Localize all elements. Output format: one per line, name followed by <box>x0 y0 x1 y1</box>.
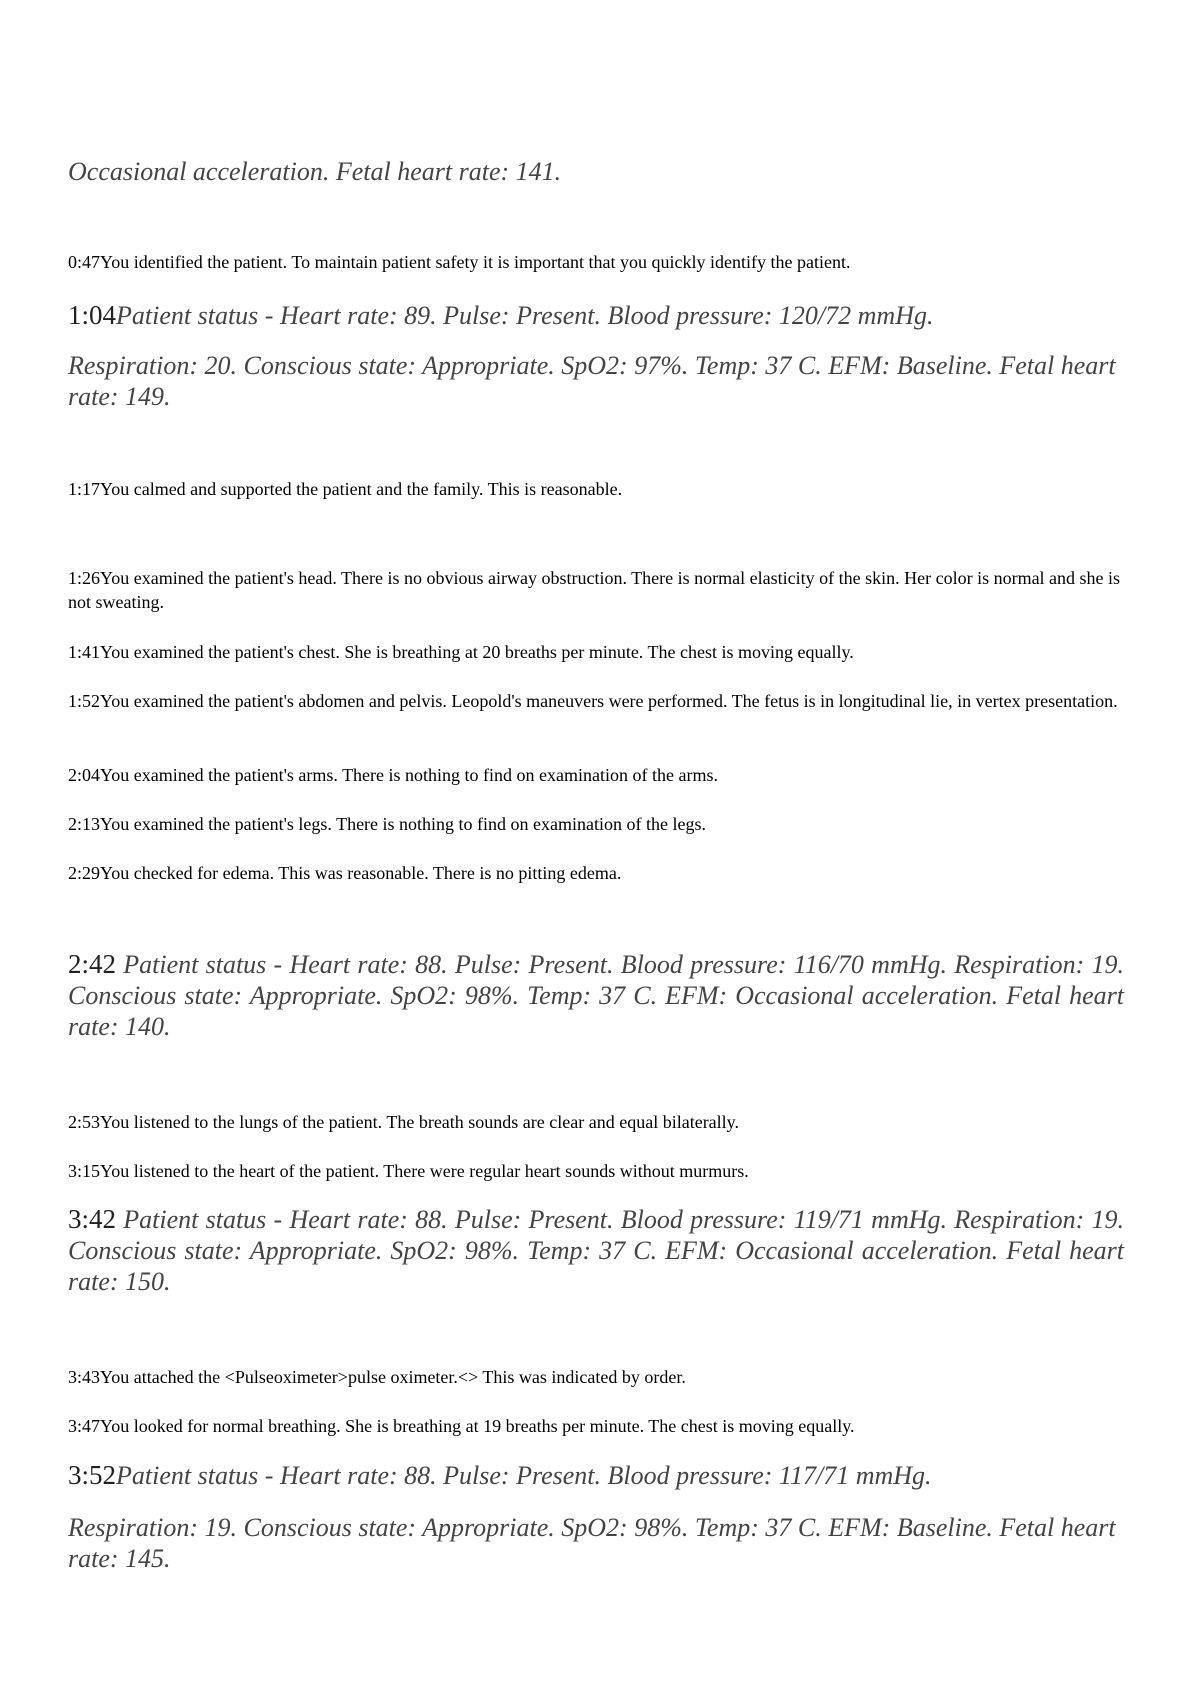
event-time: 0:47 <box>68 252 101 272</box>
log-page <box>68 0 1124 1684</box>
event-time: 3:15 <box>68 1161 101 1181</box>
event-text: You checked for edema. This was reasonable. There is no pitting edema. <box>100 863 622 883</box>
status-entry <box>68 300 1124 331</box>
event-time: 2:04 <box>68 765 101 785</box>
event-text: You examined the patient's abdomen and pelvis. Leopold's maneuvers were performed. The fetus is in longitudinal lie, in vertex presentation. <box>100 691 1118 711</box>
event-entry <box>68 1110 1124 1134</box>
event-text: You listened to the heart of the patient. There were regular heart sounds without murmurs. <box>100 1161 749 1181</box>
event-text: You identified the patient. To maintain patient safety it is important that you quickly identify the patient. <box>100 252 851 272</box>
status-time: 3:42 <box>68 1204 117 1234</box>
status-text: Occasional acceleration. Fetal heart rate: 141. <box>68 157 562 186</box>
event-entry <box>68 1414 1124 1438</box>
status-text: Patient status - Heart rate: 88. Pulse: Present. Blood pressure: 119/71 mmHg. Respiration: 19. Conscious state: Appropriate. SpO2: 98%. Temp: 37 C. EFM: Occasional acceleration. Fetal heart rate: 150. <box>68 1205 1124 1296</box>
event-entry <box>68 1159 1124 1183</box>
event-time: 1:52 <box>68 691 101 711</box>
event-entry <box>68 689 1124 713</box>
status-time: 1:04 <box>68 300 117 330</box>
event-entry <box>68 763 1124 787</box>
event-text: You examined the patient's chest. She is breathing at 20 breaths per minute. The chest is moving equally. <box>100 642 854 662</box>
event-entry <box>68 1365 1124 1389</box>
event-text: You examined the patient's head. There is no obvious airway obstruction. There is normal elasticity of the skin. Her color is normal and she is not sweating. <box>68 568 1121 612</box>
event-entry <box>68 477 1124 501</box>
event-time: 3:47 <box>68 1416 101 1436</box>
status-entry-continued <box>68 1512 1124 1574</box>
event-time: 1:41 <box>68 642 101 662</box>
status-text: Respiration: 20. Conscious state: Appropriate. SpO2: 97%. Temp: 37 C. EFM: Baseline. Fetal heart rate: 149. <box>68 351 1116 411</box>
status-time: 3:52 <box>68 1460 117 1490</box>
event-time: 2:29 <box>68 863 101 883</box>
event-text: You examined the patient's legs. There is nothing to find on examination of the legs. <box>100 814 706 834</box>
event-entry <box>68 861 1124 885</box>
status-text: Patient status - Heart rate: 88. Pulse: Present. Blood pressure: 117/71 mmHg. <box>116 1461 932 1490</box>
status-entry <box>68 949 1124 1042</box>
status-text: Patient status - Heart rate: 88. Pulse: Present. Blood pressure: 116/70 mmHg. Respiration: 19. Conscious state: Appropriate. SpO2: 98%. Temp: 37 C. EFM: Occasional acceleration. Fetal heart rate: 140. <box>68 950 1124 1041</box>
event-time: 2:13 <box>68 814 101 834</box>
event-entry <box>68 566 1124 614</box>
event-entry <box>68 640 1124 664</box>
event-text: You looked for normal breathing. She is breathing at 19 breaths per minute. The chest is moving equally. <box>100 1416 855 1436</box>
status-text: Patient status - Heart rate: 89. Pulse: Present. Blood pressure: 120/72 mmHg. <box>116 301 934 330</box>
event-time: 1:26 <box>68 568 101 588</box>
status-entry-continued <box>68 350 1124 412</box>
event-time: 2:53 <box>68 1112 101 1132</box>
event-text: You calmed and supported the patient and the family. This is reasonable. <box>100 479 623 499</box>
status-time: 2:42 <box>68 949 117 979</box>
event-entry <box>68 250 1124 274</box>
event-time: 1:17 <box>68 479 101 499</box>
event-entry <box>68 812 1124 836</box>
event-text: You examined the patient's arms. There is nothing to find on examination of the arms. <box>100 765 718 785</box>
event-time: 3:43 <box>68 1367 101 1387</box>
status-text: Respiration: 19. Conscious state: Appropriate. SpO2: 98%. Temp: 37 C. EFM: Baseline. Fetal heart rate: 145. <box>68 1513 1116 1573</box>
event-text: You attached the <Pulseoximeter>pulse oximeter.<> This was indicated by order. <box>100 1367 686 1387</box>
status-continuation <box>68 156 1124 187</box>
event-text: You listened to the lungs of the patient. The breath sounds are clear and equal bilaterally. <box>100 1112 740 1132</box>
status-entry <box>68 1460 1124 1491</box>
status-entry <box>68 1204 1124 1297</box>
